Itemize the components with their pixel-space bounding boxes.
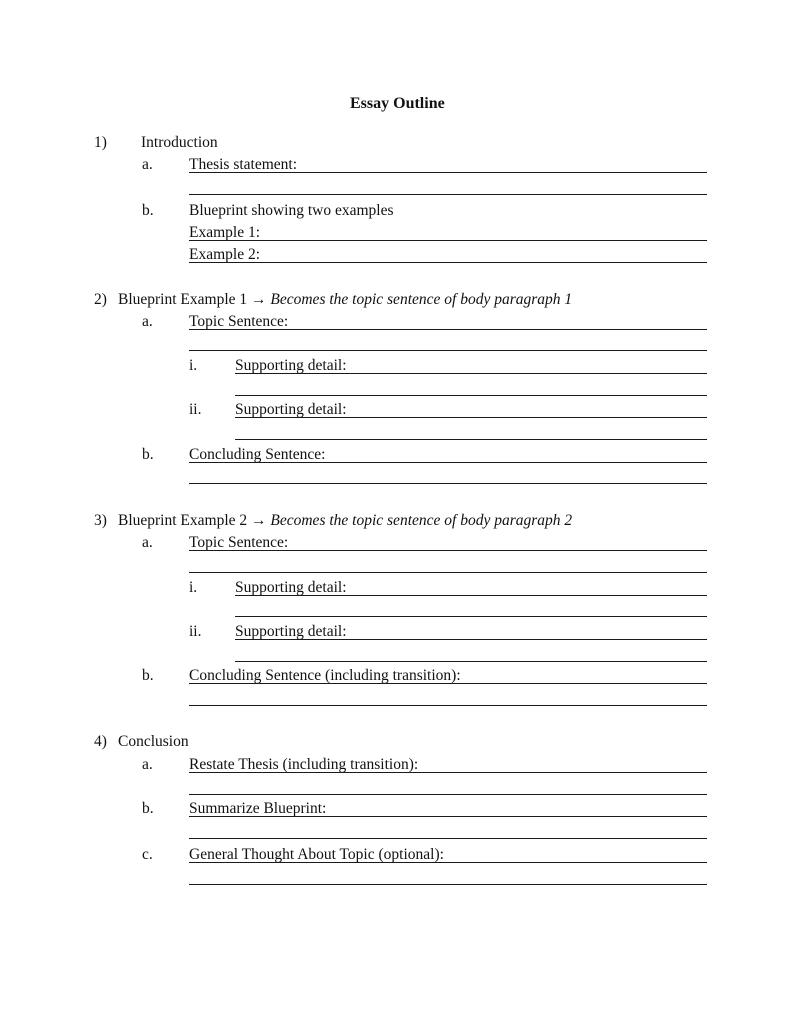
restate-thesis-label: Restate Thesis (including transition): bbox=[189, 756, 419, 773]
supporting-detail-4-field-2[interactable] bbox=[235, 661, 707, 662]
section-3-i-marker: i. bbox=[189, 579, 198, 596]
supporting-detail-3-label: Supporting detail: bbox=[235, 579, 347, 596]
example-2-field[interactable] bbox=[189, 262, 707, 263]
supporting-detail-4-field[interactable] bbox=[235, 639, 707, 640]
section-1-number: 1) bbox=[94, 134, 107, 151]
topic-sentence-2-label: Topic Sentence: bbox=[189, 534, 289, 551]
section-3-number: 3) bbox=[94, 512, 107, 529]
section-2-i-marker: i. bbox=[189, 357, 198, 374]
summarize-blueprint-label: Summarize Blueprint: bbox=[189, 800, 327, 817]
blueprint-label: Blueprint showing two examples bbox=[189, 202, 394, 219]
section-2-note: Becomes the topic sentence of body paragraph 1 bbox=[270, 291, 573, 308]
section-3a-marker: a. bbox=[142, 534, 153, 551]
concluding-sentence-2-field[interactable] bbox=[189, 683, 707, 684]
supporting-detail-3-field[interactable] bbox=[235, 595, 707, 596]
example-1-label: Example 1: bbox=[189, 224, 261, 241]
supporting-detail-1-field[interactable] bbox=[235, 373, 707, 374]
section-2-heading-line bbox=[118, 292, 572, 308]
summarize-blueprint-field[interactable] bbox=[189, 816, 707, 817]
summarize-blueprint-field-2[interactable] bbox=[189, 838, 707, 839]
section-3-ii-marker: ii. bbox=[189, 623, 202, 640]
section-3-heading: Blueprint Example 2 bbox=[118, 512, 248, 529]
supporting-detail-3-field-2[interactable] bbox=[235, 616, 707, 617]
arrow-icon: → bbox=[251, 512, 267, 529]
section-2b-marker: b. bbox=[142, 446, 154, 463]
section-2-ii-marker: ii. bbox=[189, 401, 202, 418]
thesis-statement-field-2[interactable] bbox=[189, 194, 707, 195]
thesis-statement-label: Thesis statement: bbox=[189, 156, 298, 173]
supporting-detail-1-label: Supporting detail: bbox=[235, 357, 347, 374]
section-3b-marker: b. bbox=[142, 667, 154, 684]
restate-thesis-field-2[interactable] bbox=[189, 794, 707, 795]
section-1a-marker: a. bbox=[142, 156, 153, 173]
topic-sentence-1-field-2[interactable] bbox=[189, 350, 707, 351]
section-2-number: 2) bbox=[94, 291, 107, 308]
concluding-sentence-2-label: Concluding Sentence (including transition): bbox=[189, 667, 461, 684]
section-4b-marker: b. bbox=[142, 800, 154, 817]
example-1-field[interactable] bbox=[189, 240, 707, 241]
topic-sentence-2-field[interactable] bbox=[189, 550, 707, 551]
restate-thesis-field[interactable] bbox=[189, 772, 707, 773]
supporting-detail-2-label: Supporting detail: bbox=[235, 401, 347, 418]
concluding-sentence-1-field-2[interactable] bbox=[189, 483, 707, 484]
example-2-label: Example 2: bbox=[189, 246, 261, 263]
section-4-heading: Conclusion bbox=[118, 733, 189, 750]
supporting-detail-2-field[interactable] bbox=[235, 417, 707, 418]
general-thought-field-2[interactable] bbox=[189, 884, 707, 885]
topic-sentence-1-field[interactable] bbox=[189, 329, 707, 330]
topic-sentence-1-label: Topic Sentence: bbox=[189, 313, 289, 330]
section-4a-marker: a. bbox=[142, 756, 153, 773]
section-3-heading-line bbox=[118, 513, 572, 529]
section-1b-marker: b. bbox=[142, 202, 154, 219]
supporting-detail-4-label: Supporting detail: bbox=[235, 623, 347, 640]
general-thought-field[interactable] bbox=[189, 862, 707, 863]
section-2a-marker: a. bbox=[142, 313, 153, 330]
concluding-sentence-1-field[interactable] bbox=[189, 462, 707, 463]
section-1-heading: Introduction bbox=[141, 134, 218, 151]
general-thought-label: General Thought About Topic (optional): bbox=[189, 846, 444, 863]
section-4c-marker: c. bbox=[142, 846, 153, 863]
section-3-note: Becomes the topic sentence of body paragraph 2 bbox=[270, 512, 573, 529]
supporting-detail-2-field-2[interactable] bbox=[235, 439, 707, 440]
section-2-heading: Blueprint Example 1 bbox=[118, 291, 248, 308]
topic-sentence-2-field-2[interactable] bbox=[189, 572, 707, 573]
concluding-sentence-2-field-2[interactable] bbox=[189, 705, 707, 706]
section-4-number: 4) bbox=[94, 733, 107, 750]
page-title: Essay Outline bbox=[350, 95, 445, 112]
concluding-sentence-1-label: Concluding Sentence: bbox=[189, 446, 326, 463]
supporting-detail-1-field-2[interactable] bbox=[235, 395, 707, 396]
arrow-icon: → bbox=[251, 291, 267, 308]
thesis-statement-field[interactable] bbox=[189, 172, 707, 173]
